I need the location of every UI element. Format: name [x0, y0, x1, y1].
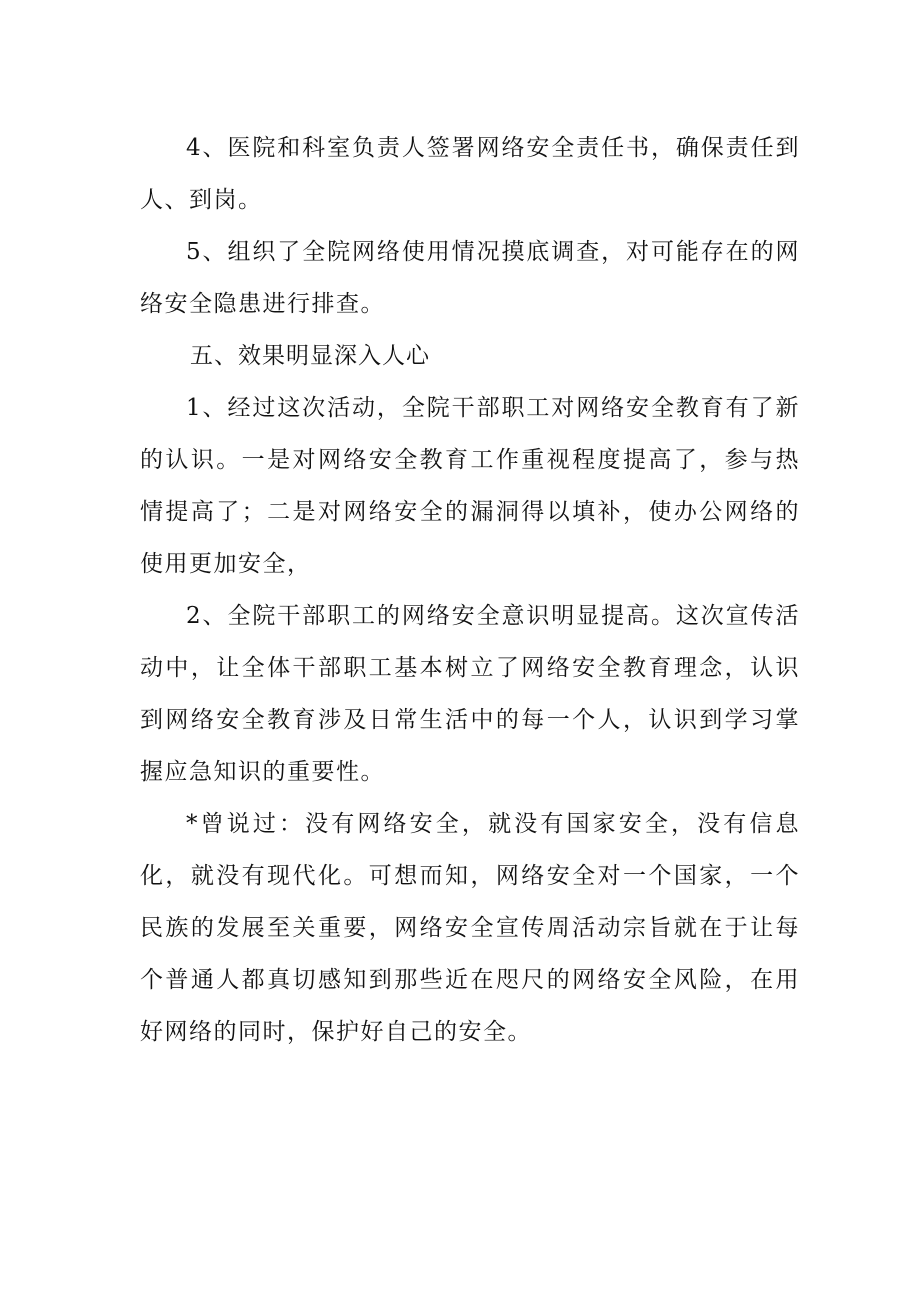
paragraph-item-5: 5、组织了全院网络使用情况摸底调查，对可能存在的网络安全隐患进行排查。	[140, 239, 800, 317]
paragraph-effect-1: 1、经过这次活动，全院干部职工对网络安全教育有了新的认识。一是对网络安全教育工作重视程度提高了，参与热情提高了；二是对网络安全的漏洞得以填补，使办公网络的使用更加安全，	[140, 395, 800, 577]
paragraph-quote: *曾说过：没有网络安全，就没有国家安全，没有信息化，就没有现代化。可想而知，网络安全对一个国家，一个民族的发展至关重要，网络安全宣传周活动宗旨就在于让每个普通人都真切感知到那些近在咫尺的网络安全风险，在用好网络的同时，保护好自己的安全。	[140, 811, 800, 1045]
document-body	[140, 122, 800, 1058]
paragraph-item-4: 4、医院和科室负责人签署网络安全责任书，确保责任到人、到岗。	[140, 135, 800, 213]
paragraph-effect-2: 2、全院干部职工的网络安全意识明显提高。这次宣传活动中，让全体干部职工基本树立了网络安全教育理念，认识到网络安全教育涉及日常生活中的每一个人，认识到学习掌握应急知识的重要性。	[140, 603, 800, 785]
section-heading: 五、效果明显深入人心	[190, 343, 430, 369]
